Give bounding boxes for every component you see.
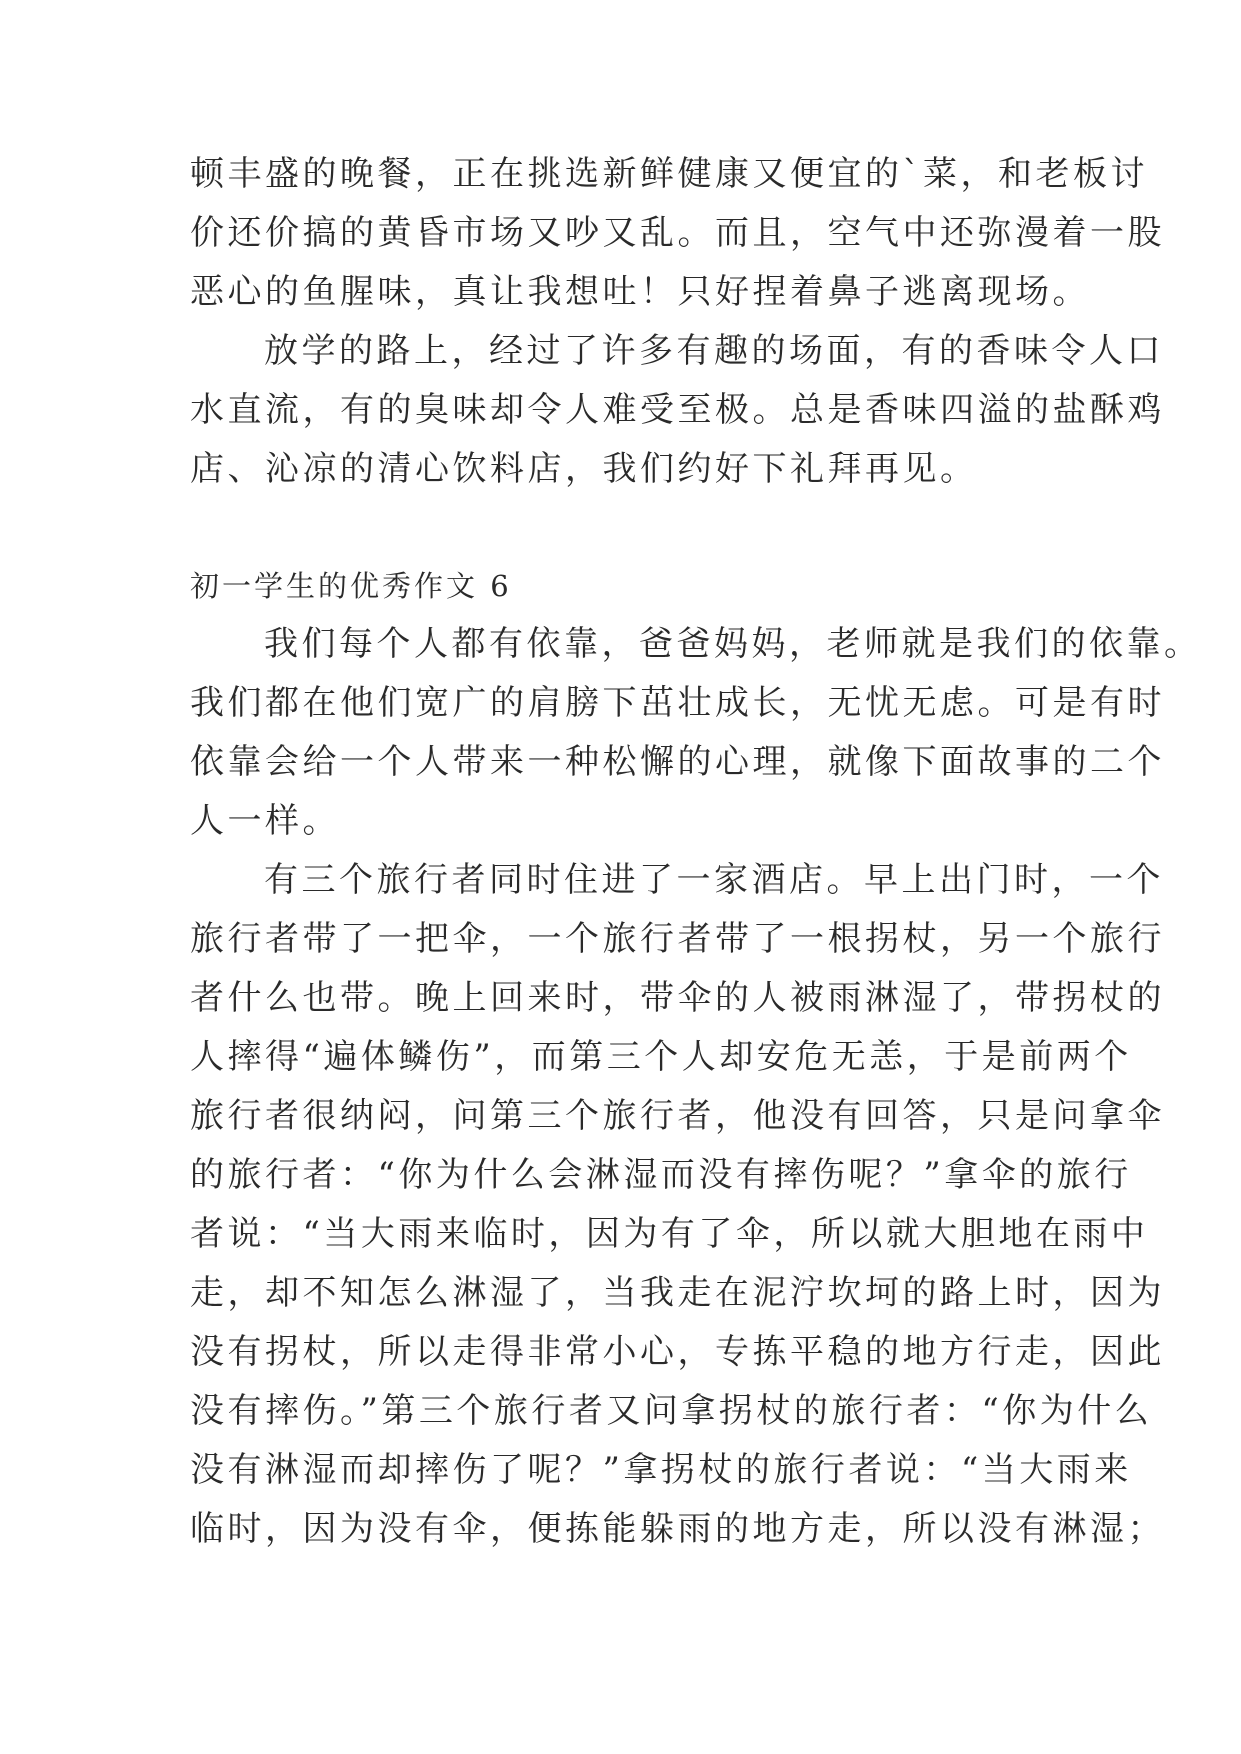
paragraph-line: 人一样。 [190, 801, 340, 841]
paragraph-line: 旅行者带了一把伞，一个旅行者带了一根拐杖，另一个旅行 [190, 919, 1165, 959]
paragraph-line: 水直流，有的臭味却令人难受至极。总是香味四溢的盐酥鸡 [190, 390, 1165, 430]
paragraph-line: 店、沁凉的清心饮料店，我们约好下礼拜再见。 [190, 449, 978, 489]
paragraph-line: 有三个旅行者同时住进了一家酒店。早上出门时，一个 [264, 860, 1164, 900]
paragraph-line: 人摔得“遍体鳞伤”，而第三个人却安危无恙，于是前两个 [190, 1037, 1132, 1077]
paragraph-line: 放学的路上，经过了许多有趣的场面，有的香味令人口 [264, 331, 1164, 371]
paragraph-line: 没有拐杖，所以走得非常小心，专拣平稳的地方行走，因此 [190, 1332, 1165, 1372]
essay-continuation [190, 145, 1165, 499]
paragraph-line: 者什么也带。晚上回来时，带伞的人被雨淋湿了，带拐杖的 [190, 978, 1165, 1018]
paragraph-line: 没有淋湿而却摔伤了呢？”拿拐杖的旅行者说：“当大雨来 [190, 1450, 1132, 1490]
paragraph-line: 没有摔伤。”第三个旅行者又问拿拐杖的旅行者：“你为什么 [190, 1391, 1153, 1431]
paragraph-line: 我们都在他们宽广的肩膀下茁壮成长，无忧无虑。可是有时 [190, 683, 1165, 723]
paragraph-line: 者说：“当大雨来临时，因为有了伞，所以就大胆地在雨中 [190, 1214, 1149, 1254]
paragraph-line: 价还价搞的黄昏市场又吵又乱。而且，空气中还弥漫着一股 [190, 213, 1165, 253]
essay-body [190, 615, 1202, 1559]
essay-heading: 初一学生的优秀作文 6 [190, 569, 512, 603]
paragraph-line: 恶心的鱼腥味，真让我想吐！只好捏着鼻子逃离现场。 [190, 272, 1090, 312]
paragraph-line: 临时，因为没有伞，便拣能躲雨的地方走，所以没有淋湿； [190, 1509, 1165, 1549]
paragraph-line: 旅行者很纳闷，问第三个旅行者，他没有回答，只是问拿伞 [190, 1096, 1165, 1136]
paragraph-line: 顿丰盛的晚餐，正在挑选新鲜健康又便宜的`菜，和老板讨 [190, 154, 1148, 194]
paragraph-line: 依靠会给一个人带来一种松懈的心理，就像下面故事的二个 [190, 742, 1165, 782]
paragraph-line: 的旅行者：“你为什么会淋湿而没有摔伤呢？”拿伞的旅行 [190, 1155, 1132, 1195]
paragraph-line: 走，却不知怎么淋湿了，当我走在泥泞坎坷的路上时，因为 [190, 1273, 1165, 1313]
paragraph-line: 我们每个人都有依靠，爸爸妈妈，老师就是我们的依靠。 [264, 624, 1202, 664]
